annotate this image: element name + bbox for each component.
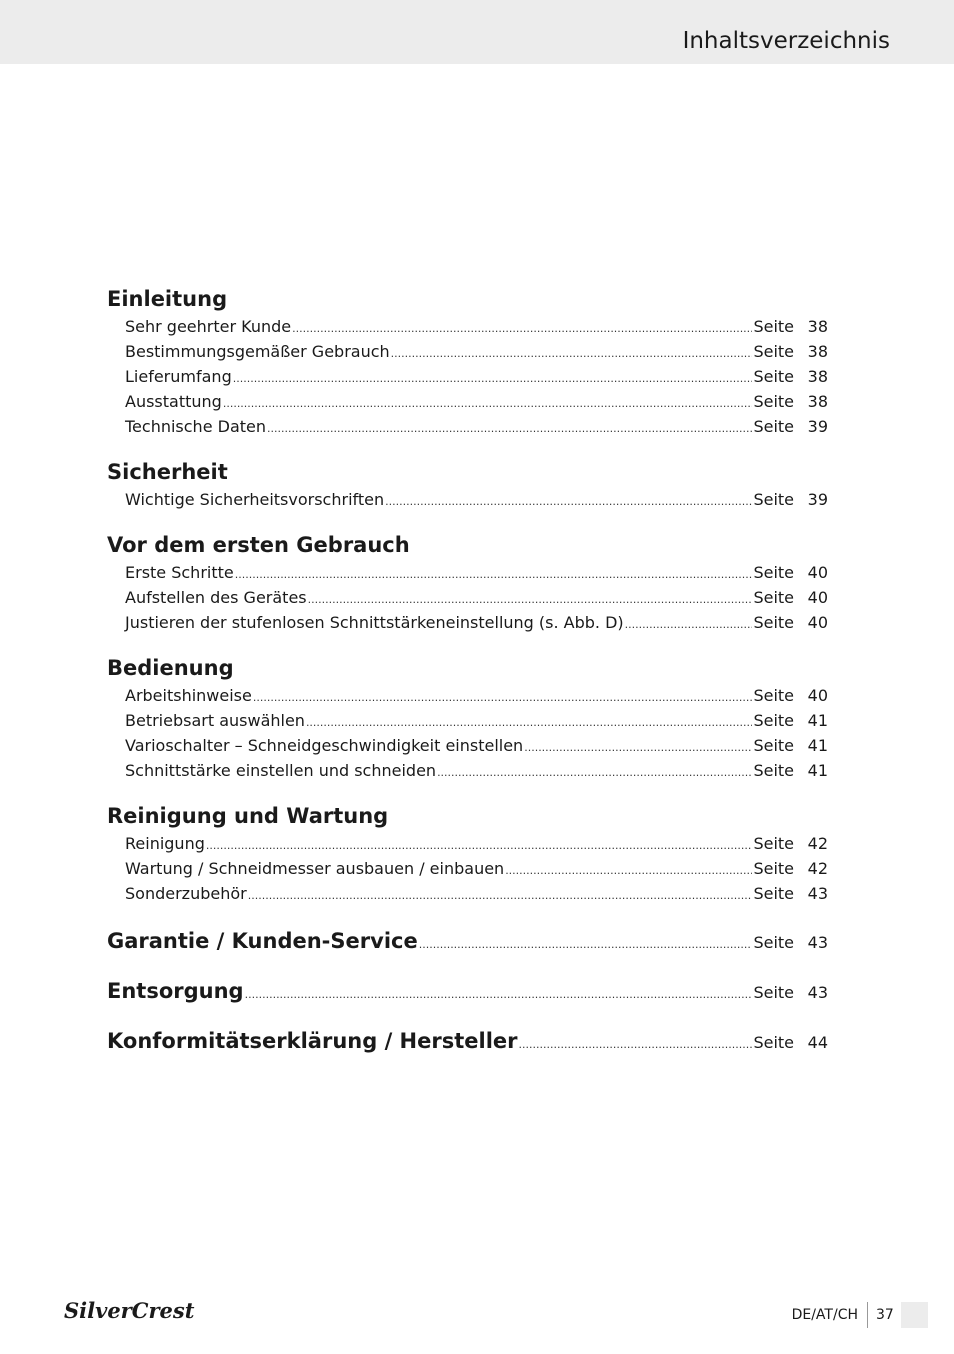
entry-page: 38 (807, 317, 828, 336)
toc-section (107, 801, 828, 906)
entry-page: 42 (807, 859, 828, 878)
dot-leader (206, 831, 753, 858)
toc-entry[interactable] (107, 560, 828, 585)
section-heading: Einleitung (107, 287, 228, 311)
dot-leader (437, 758, 752, 785)
dot-leader (235, 560, 753, 587)
seite-label: Seite (753, 933, 794, 952)
seite-label: Seite (753, 417, 794, 436)
top-entry-label: Garantie / Kunden-Service (107, 929, 418, 953)
dot-leader (253, 683, 753, 710)
dot-leader (267, 414, 752, 441)
entry-label: Sehr geehrter Kunde (125, 317, 292, 336)
entry-label: Lieferumfang (125, 367, 232, 386)
seite-label: Seite (753, 317, 794, 336)
entry-label: Bestimmungsgemäßer Gebrauch (125, 342, 390, 361)
entry-label: Reinigung (125, 834, 205, 853)
section-heading: Vor dem ersten Gebrauch (107, 533, 410, 557)
top-entry-page: 43 (807, 983, 828, 1002)
dot-leader (306, 708, 753, 735)
entry-page: 39 (807, 490, 828, 509)
entry-label: Varioschalter – Schneidgeschwindigkeit einstellen (125, 736, 524, 755)
toc-entry[interactable] (107, 856, 828, 881)
entry-label: Wartung / Schneidmesser ausbauen / einbauen (125, 859, 505, 878)
seite-label: Seite (753, 367, 794, 386)
page-title: Inhaltsverzeichnis (682, 28, 890, 54)
dot-leader (519, 1028, 753, 1060)
entry-page: 40 (807, 588, 828, 607)
entry-page: 41 (807, 761, 828, 780)
entry-label: Betriebsart auswählen (125, 711, 305, 730)
seite-label: Seite (753, 686, 794, 705)
toc-section (107, 457, 828, 512)
entry-page: 43 (807, 884, 828, 903)
table-of-contents (107, 284, 828, 1076)
dot-leader (524, 733, 752, 760)
entry-label: Sonderzubehör (125, 884, 247, 903)
seite-label: Seite (753, 1033, 794, 1052)
toc-entry[interactable] (107, 683, 828, 708)
entry-page: 40 (807, 686, 828, 705)
seite-label: Seite (753, 859, 794, 878)
entry-page: 38 (807, 367, 828, 386)
entry-page: 42 (807, 834, 828, 853)
entry-label: Justieren der stufenlosen Schnittstärkeneinstellung (s. Abb. D) (125, 613, 624, 632)
seite-label: Seite (753, 392, 794, 411)
dot-leader (223, 389, 753, 416)
entry-page: 41 (807, 736, 828, 755)
toc-top-entry[interactable] (107, 1026, 828, 1056)
toc-top-entry[interactable] (107, 976, 828, 1006)
entry-label: Erste Schritte (125, 563, 234, 582)
section-heading: Bedienung (107, 656, 234, 680)
entry-label: Technische Daten (125, 417, 267, 436)
toc-section (107, 653, 828, 783)
seite-label: Seite (753, 884, 794, 903)
seite-label: Seite (753, 563, 794, 582)
toc-entry[interactable] (107, 758, 828, 783)
toc-entry[interactable] (107, 585, 828, 610)
dot-leader (625, 610, 753, 637)
region-label: DE/AT/CH (791, 1307, 858, 1323)
footer-tab-marker (901, 1302, 928, 1328)
toc-top-entry[interactable] (107, 926, 828, 956)
entry-label: Arbeitshinweise (125, 686, 252, 705)
seite-label: Seite (753, 613, 794, 632)
top-entry-label: Entsorgung (107, 979, 244, 1003)
seite-label: Seite (753, 490, 794, 509)
toc-entry[interactable] (107, 831, 828, 856)
toc-entry[interactable] (107, 487, 828, 512)
toc-entry[interactable] (107, 414, 828, 439)
dot-leader (248, 881, 753, 908)
seite-label: Seite (753, 983, 794, 1002)
dot-leader (385, 487, 752, 514)
toc-entry[interactable] (107, 314, 828, 339)
toc-entry[interactable] (107, 708, 828, 733)
toc-entry[interactable] (107, 339, 828, 364)
entry-page: 41 (807, 711, 828, 730)
entry-page: 39 (807, 417, 828, 436)
entry-page: 40 (807, 613, 828, 632)
section-heading: Sicherheit (107, 460, 228, 484)
toc-entry[interactable] (107, 881, 828, 906)
section-heading: Reinigung und Wartung (107, 804, 389, 828)
seite-label: Seite (753, 834, 794, 853)
toc-entry[interactable] (107, 610, 828, 635)
dot-leader (292, 314, 752, 341)
top-entry-page: 44 (807, 1033, 828, 1052)
footer-divider (867, 1302, 868, 1328)
dot-leader (245, 978, 753, 1010)
entry-page: 40 (807, 563, 828, 582)
seite-label: Seite (753, 736, 794, 755)
entry-page: 38 (807, 392, 828, 411)
seite-label: Seite (753, 588, 794, 607)
entry-label: Schnittstärke einstellen und schneiden (125, 761, 437, 780)
dot-leader (419, 928, 753, 960)
entry-page: 38 (807, 342, 828, 361)
page-number: 37 (876, 1307, 894, 1323)
toc-entry[interactable] (107, 364, 828, 389)
dot-leader (233, 364, 753, 391)
seite-label: Seite (753, 342, 794, 361)
entry-label: Wichtige Sicherheitsvorschriften (125, 490, 385, 509)
dot-leader (391, 339, 753, 366)
entry-label: Aufstellen des Gerätes (125, 588, 307, 607)
dot-leader (308, 585, 753, 612)
toc-entry[interactable] (107, 389, 828, 414)
toc-entry[interactable] (107, 733, 828, 758)
top-entry-label: Konformitätserklärung / Hersteller (107, 1029, 518, 1053)
seite-label: Seite (753, 761, 794, 780)
top-entry-page: 43 (807, 933, 828, 952)
brand-logo: SilverCrest (64, 1298, 195, 1323)
toc-section (107, 284, 828, 439)
toc-section (107, 530, 828, 635)
seite-label: Seite (753, 711, 794, 730)
entry-label: Ausstattung (125, 392, 222, 411)
dot-leader (505, 856, 752, 883)
